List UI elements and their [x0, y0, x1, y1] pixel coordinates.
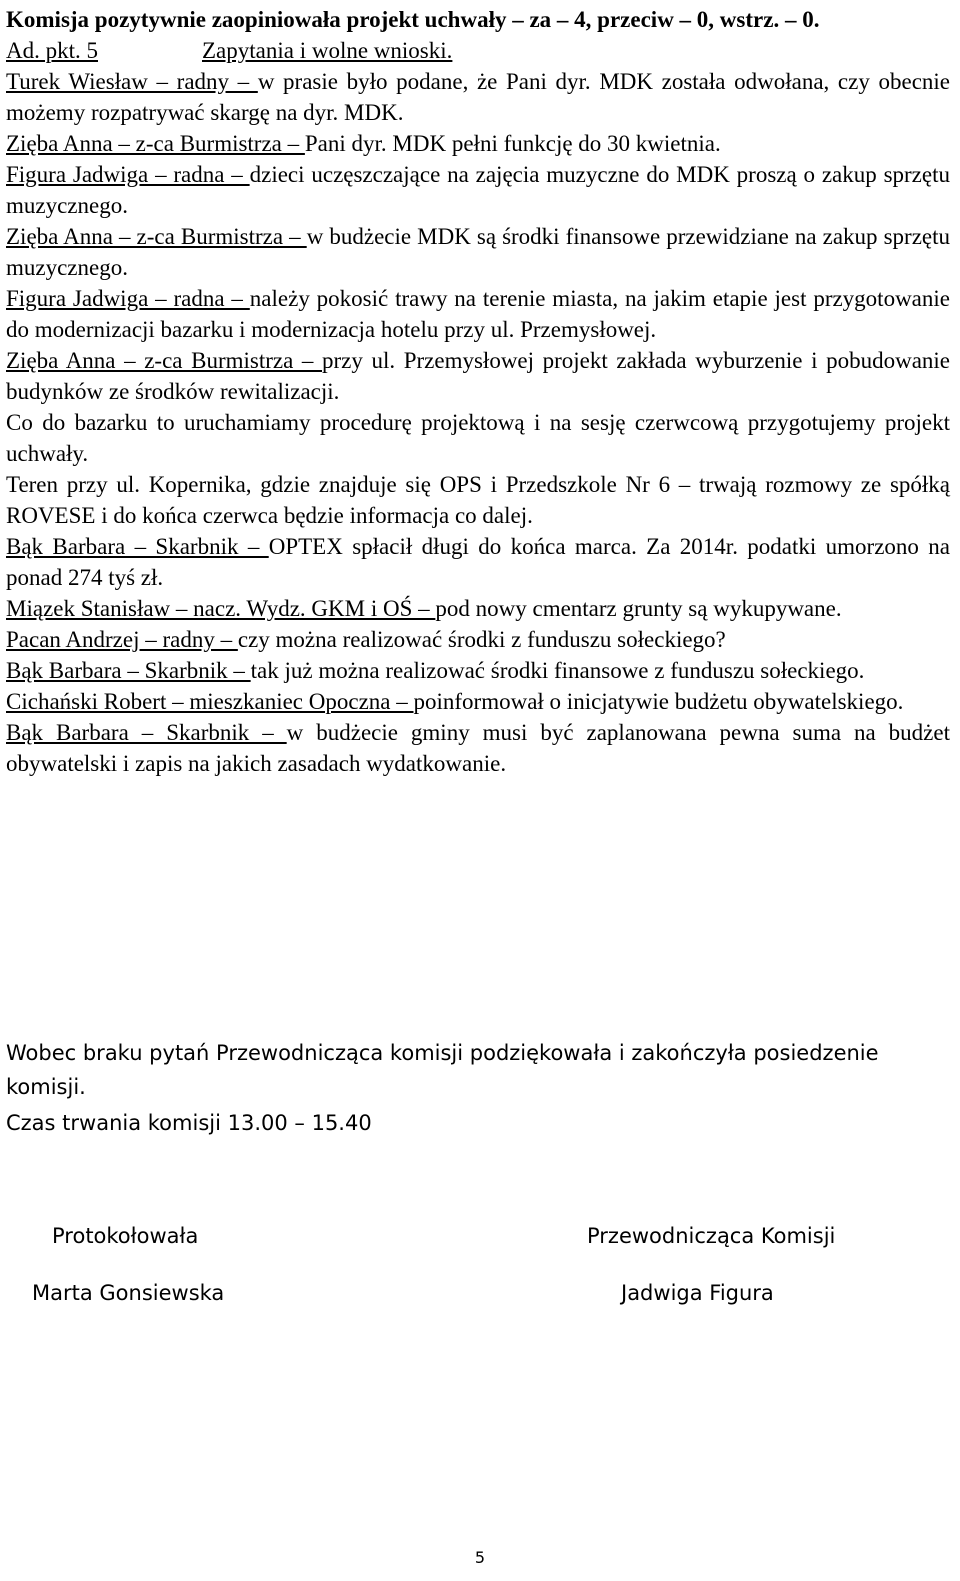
entry-speaker: Figura Jadwiga – radna –	[6, 162, 250, 187]
entry-text: czy można realizować środki z funduszu sołeckiego?	[237, 627, 726, 652]
closing-statement: Wobec braku pytań Przewodnicząca komisji podziękowała i zakończyła posiedzenie komisji.	[6, 1041, 879, 1099]
entry-speaker: Zięba Anna – z-ca Burmistrza –	[6, 348, 323, 373]
entry-text: dzieci uczęszczające na zajęcia muzyczne do MDK proszą o zakup sprzętu muzycznego.	[6, 162, 950, 218]
entry-speaker: Bąk Barbara – Skarbnik –	[6, 658, 251, 683]
entry-text: tak już można realizować środki finansowe z funduszu sołeckiego.	[250, 658, 865, 683]
entry-text: należy pokosić trawy na terenie miasta, na jakim etapie jest przygotowanie do modernizacji bazarku i modernizacja hotelu przy ul. Przemysłowej.	[6, 286, 950, 342]
agenda-point	[6, 35, 950, 66]
entry-text: Pani dyr. MDK pełni funkcję do 30 kwietnia.	[304, 131, 721, 156]
entry-speaker: Zięba Anna – z-ca Burmistrza –	[6, 224, 307, 249]
entry	[6, 66, 950, 128]
protocol-body	[6, 4, 950, 779]
recorder-role: Protokołowała	[52, 1224, 199, 1248]
entry	[6, 159, 950, 221]
entry-speaker: Figura Jadwiga – radna –	[6, 286, 250, 311]
vote-result: Komisja pozytywnie zaopiniowała projekt uchwały – za – 4, przeciw – 0, wstrz. – 0.	[6, 7, 820, 32]
entry	[6, 345, 950, 407]
page-number: 5	[474, 1548, 486, 1567]
entry-speaker: Miązek Stanisław – nacz. Wydz. GKM i OŚ –	[6, 596, 436, 621]
entry	[6, 717, 950, 779]
entry-speaker: Zięba Anna – z-ca Burmistrza –	[6, 131, 305, 156]
entry-speaker: Turek Wiesław – radny –	[6, 69, 258, 94]
entry	[6, 283, 950, 345]
agenda-point-title: Zapytania i wolne wnioski.	[202, 38, 453, 63]
entry-text: w prasie było podane, że Pani dyr. MDK została odwołana, czy obecnie możemy rozpatrywać skargę na dyr. MDK.	[6, 69, 950, 125]
closing-section	[6, 1036, 950, 1140]
entry-speaker: Bąk Barbara – Skarbnik –	[6, 720, 287, 745]
entry-speaker: Pacan Andrzej – radny –	[6, 627, 238, 652]
chairperson-name: Jadwiga Figura	[621, 1281, 774, 1305]
entry	[6, 128, 950, 159]
entry-text: poinformował o inicjatywie budżetu obywatelskiego.	[413, 689, 904, 714]
entry-text: przy ul. Przemysłowej projekt zakłada wyburzenie i pobudowanie budynków ze środków rewitalizacji.	[6, 348, 951, 404]
entry-text: pod nowy cmentarz grunty są wykupywane.	[435, 596, 842, 621]
recorder-name: Marta Gonsiewska	[32, 1281, 225, 1305]
entry-text: Teren przy ul. Kopernika, gdzie znajduje się OPS i Przedszkole Nr 6 – trwają rozmowy ze spółką ROVESE i do końca czerwca będzie informacja co dalej.	[6, 472, 950, 528]
entry	[6, 593, 950, 624]
entry	[6, 624, 950, 655]
entry	[6, 686, 950, 717]
entry-text: w budżecie MDK są środki finansowe przewidziane na zakup sprzętu muzycznego.	[6, 224, 950, 280]
entry-speaker: Bąk Barbara – Skarbnik –	[6, 534, 269, 559]
entry-text: w budżecie gminy musi być zaplanowana pewna suma na budżet obywatelski i zapis na jakich zasadach wydatkowanie.	[6, 720, 950, 776]
entry-text: Co do bazarku to uruchamiamy procedurę projektową i na sesję czerwcową przygotujemy projekt uchwały.	[6, 410, 950, 466]
meeting-duration: Czas trwania komisji 13.00 – 15.40	[6, 1111, 372, 1135]
entry-text: OPTEX spłacił długi do końca marca. Za 2014r. podatki umorzono na ponad 274 tyś zł.	[6, 534, 950, 590]
entry	[6, 469, 950, 531]
entry-speaker: Cichański Robert – mieszkaniec Opoczna –	[6, 689, 414, 714]
entry	[6, 531, 950, 593]
agenda-point-number: Ad. pkt. 5	[6, 38, 98, 63]
entry	[6, 655, 950, 686]
entry	[6, 221, 950, 283]
entry	[6, 407, 950, 469]
chairperson-role: Przewodnicząca Komisji	[587, 1224, 836, 1248]
